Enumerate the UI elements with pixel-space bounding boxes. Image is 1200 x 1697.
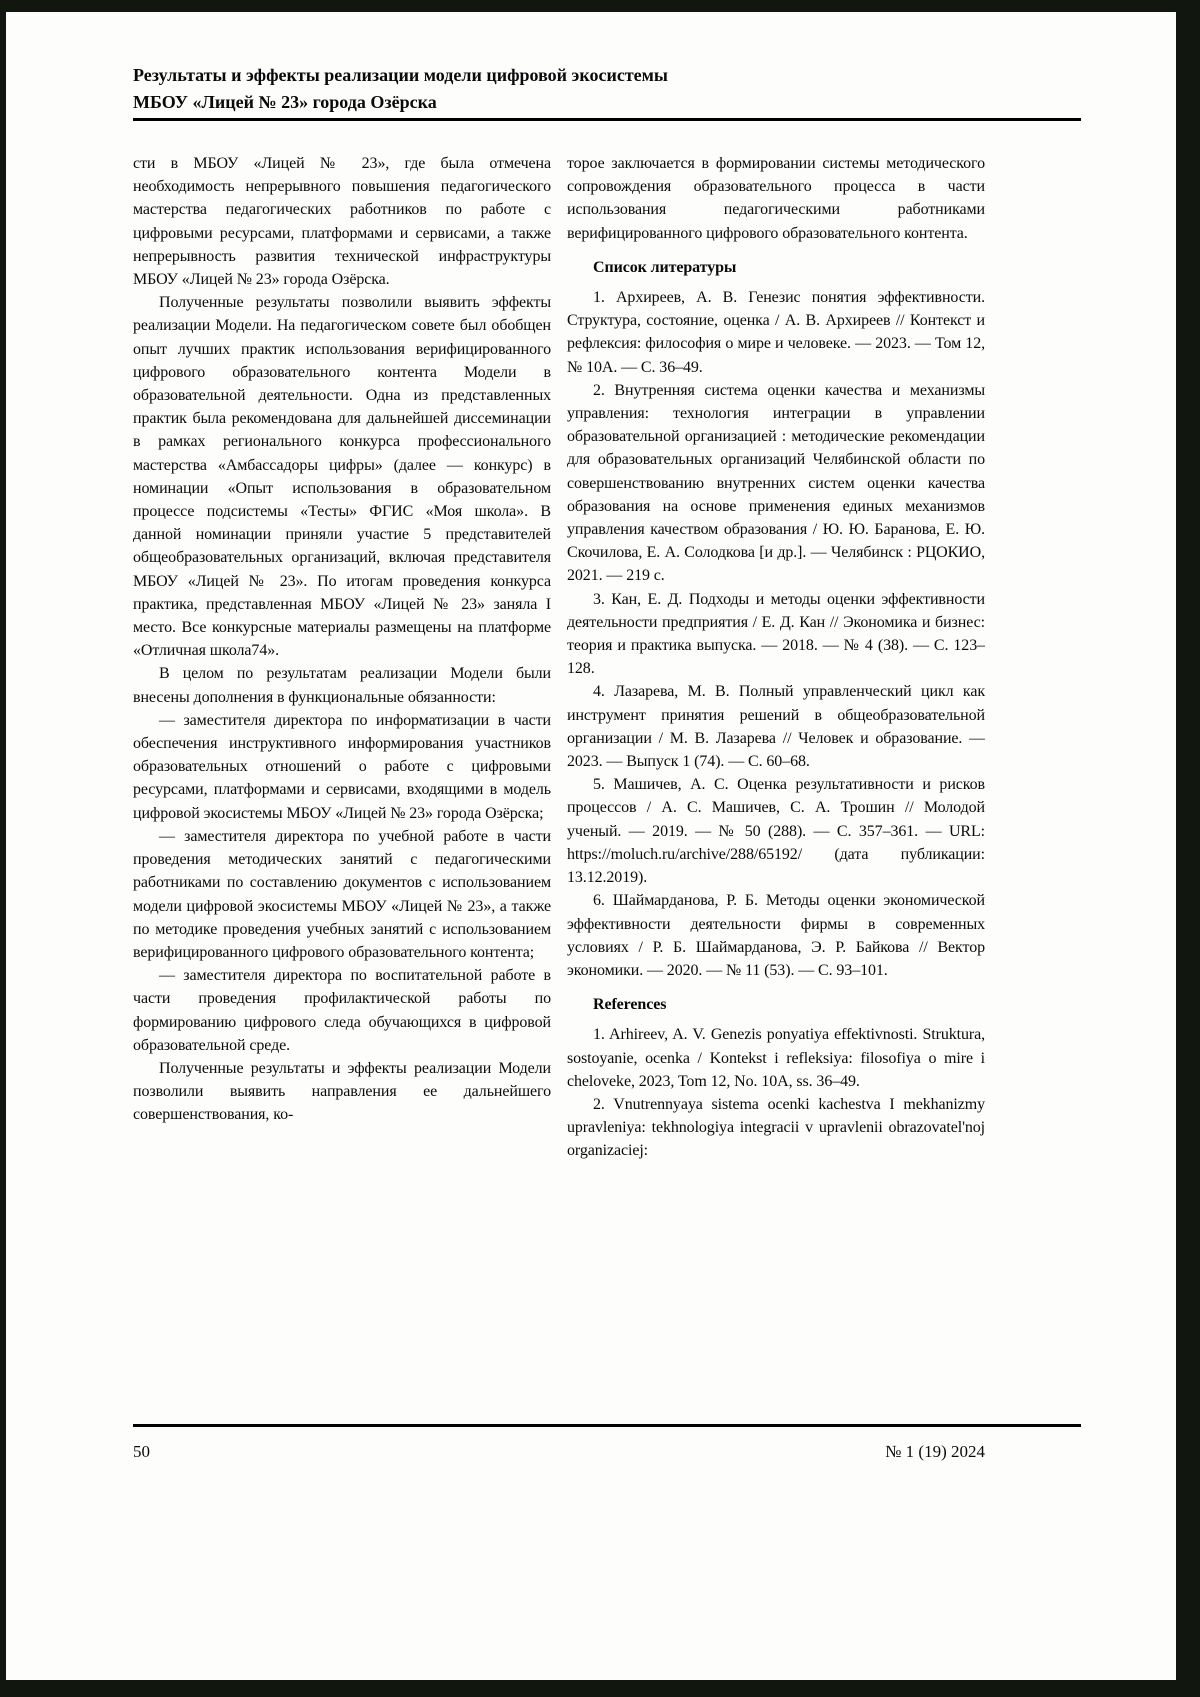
paragraph-continuation: торое заключается в формировании системы методического сопровождения образовательного процесса в части использования педагогическими работниками верифицированного цифрового образовательного контента. — [567, 155, 985, 242]
reference-item: 4. Лазарева, М. В. Полный управленческий цикл как инструмент принятия решений в общеобразовательной организации / М. В. Лазарева // Человек и образование. — 2023. — Выпуск 1 (74). — С. 60–68. — [567, 683, 985, 771]
left-text-column — [133, 152, 551, 1414]
running-head-line-2: МБОУ «Лицей № 23» города Озёрска — [133, 92, 437, 112]
reference-item: 1. Архиреев, А. В. Генезис понятия эффективности. Структура, состояние, оценка / А. В. Архиреев // Контекст и рефлексия: философия о мире и человеке. — 2023. — Том 12, № 10А. — С. 36–49. — [567, 289, 985, 376]
page-number: 50 — [133, 1442, 150, 1461]
reference-item: 3. Кан, Е. Д. Подходы и методы оценки эффективности деятельности предприятия / Е. Д. Кан // Экономика и бизнес: теория и практика выпуска. — 2018. — № 4 (38). — С. 123–128. — [567, 590, 985, 678]
list-item-dash: — заместителя директора по воспитательной работе в части проведения профилактической работы по формированию цифрового следа обучающихся в цифровой образовательной среде. — [133, 967, 551, 1054]
reference-item: 5. Машичев, А. С. Оценка результативности и рисков процессов / А. С. Машичев, С. А. Трошин // Молодой ученый. — 2019. — № 50 (288). — С. 357–361. — URL: https://moluch.ru/archive/288/65192/ (дата публикации: 13.12.2019). — [567, 776, 985, 887]
reference-item-en: 1. Arhireev, A. V. Genezis ponyatiya effektivnosti. Struktura, sostoyanie, ocenka / Kontekst i refleksiya: filosofiya o mire i cheloveke, 2023, Tom 12, No. 10A, ss. 36–49. — [567, 1026, 985, 1090]
right-text-column — [567, 152, 985, 1414]
paragraph: В целом по результатам реализации Модели были внесены дополнения в функциональные обязанности: — [133, 665, 551, 706]
running-head-line-1: Результаты и эффекты реализации модели цифровой экосистемы — [133, 65, 668, 85]
journal-page — [6, 12, 1176, 1680]
issue-label: № 1 (19) 2024 — [885, 1442, 985, 1461]
paragraph-continuation-from-previous-page: сти в МБОУ «Лицей № 23», где была отмечена необходимость непрерывного повышения педагогического мастерства педагогических работников по работе с цифровыми ресурсами, платформами и сервисами, а также непрерывность развития технической инфраструктуры МБОУ «Лицей № 23» города Озёрска. — [133, 155, 551, 289]
references-heading: References — [593, 996, 667, 1014]
footer-rule — [133, 1424, 1081, 1427]
reference-item: 2. Внутренняя система оценки качества и механизмы управления: технология интеграции в управлении образовательной организацией : методические рекомендации для образовательных организаций Челябинской области по совершенствованию внутренних систем оценки качества образования на основе применения единых механизмов управления качеством образования / Ю. Ю. Баранова, Е. Ю. Скочилова, Е. А. Солодкова [и др.]. — Челябинск : РЦОКИО, 2021. — 219 с. — [567, 381, 985, 585]
paragraph: Полученные результаты позволили выявить эффекты реализации Модели. На педагогическом совете был обобщен опыт лучших практик использования верифицированного цифрового образовательного контента Модели в образовательной деятельности. Одна из представленных практик была рекомендована для дальнейшей диссеминации в рамках регионального конкурса профессионального мастерства «Амбассадоры цифры» (далее — конкурс) в номинации «Опыт использования в образовательном процессе подсистемы «Тесты» ФГИС «Моя школа». В данной номинации приняли участие 5 представителей общеобразовательных организаций, включая представителя МБОУ «Лицей № 23». По итогам проведения конкурса практика, представленная МБОУ «Лицей № 23» заняла I место. Все конкурсные материалы размещены на платформе «Отличная школа74». — [133, 294, 551, 660]
paragraph: Полученные результаты и эффекты реализации Модели позволили выявить направления ее дальнейшего совершенствования, ко- — [133, 1059, 551, 1124]
header-rule — [133, 118, 1081, 121]
bibliography-heading: Список литературы — [593, 258, 737, 276]
reference-item: 6. Шаймарданова, Р. Б. Методы оценки экономической эффективности деятельности фирмы в современных условиях / Р. Б. Шаймарданова, Э. Р. Байкова // Вектор экономики. — 2020. — № 11 (53). — С. 93–101. — [567, 892, 985, 979]
list-item-dash: — заместителя директора по информатизации в части обеспечения инструктивного информирования участников образовательных отношений о работе с цифровыми ресурсами, платформами и сервисами, входящими в модель цифровой экосистемы МБОУ «Лицей № 23» города Озёрска; — [133, 711, 551, 822]
running-head — [133, 62, 1081, 116]
list-item-dash: — заместителя директора по учебной работе в части проведения методических занятий с педагогическими работниками по составлению документов с использованием модели цифровой экосистемы МБОУ «Лицей № 23», а также по методике проведения учебных занятий с использованием верифицированного цифрового образовательного контента; — [133, 827, 551, 961]
page-footer — [133, 1440, 985, 1464]
reference-item-en: 2. Vnutrennyaya sistema ocenki kachestva I mekhanizmy upravleniya: tekhnologiya integracii v upravlenii obrazovatel'noj organizaciej: — [567, 1095, 985, 1160]
